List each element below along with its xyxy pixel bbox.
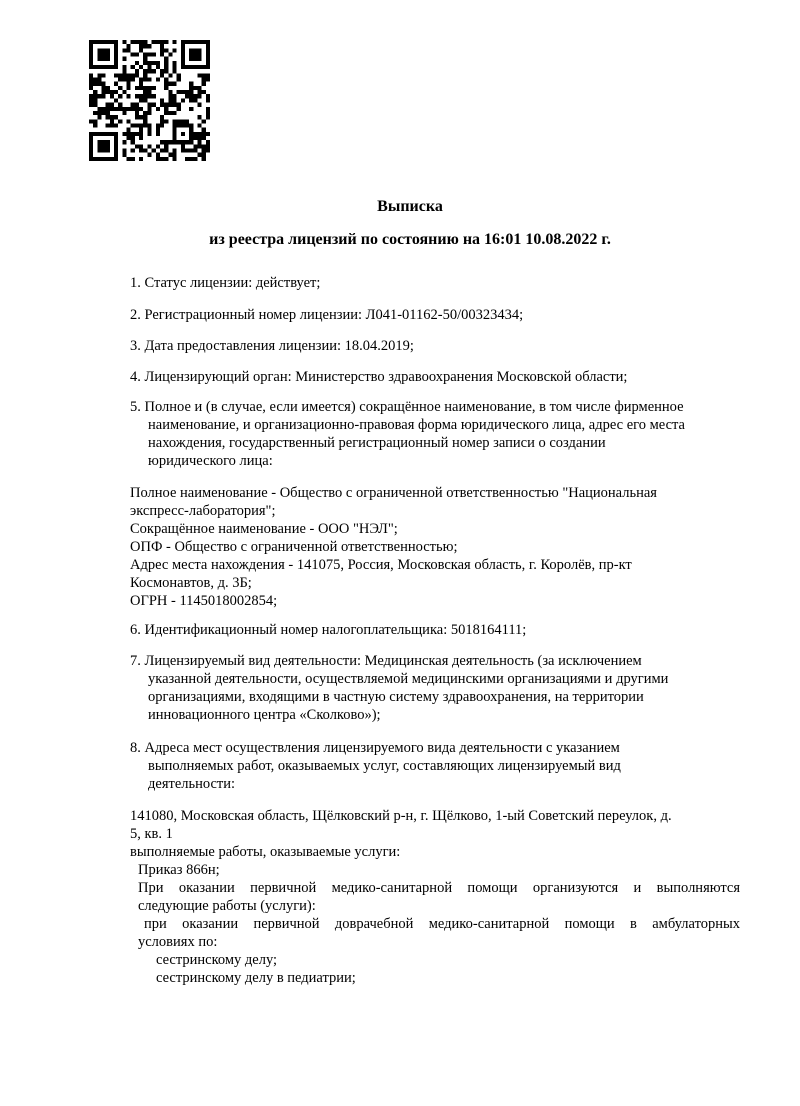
- list-item-text: 2. Регистрационный номер лицензии: Л041-01162-50/00323434;: [130, 307, 524, 323]
- document-title: Выписка: [377, 198, 443, 215]
- place-address-cont: 5, кв. 1: [130, 826, 173, 842]
- org-ogrn: ОГРН - 1145018002854;: [130, 593, 278, 609]
- org-address-cont: Космонавтов, д. 3Б;: [130, 575, 252, 591]
- place-of-activity: [130, 807, 740, 987]
- list-item-text: наименование, и организационно-правовая форма юридического лица, адрес его места: [148, 417, 685, 433]
- list-item-text: нахождения, государственный регистрационный номер записи о создании: [148, 435, 606, 451]
- list-item-status: [130, 274, 740, 292]
- list-item-text: 6. Идентификационный номер налогоплательщика: 5018164111;: [130, 622, 527, 638]
- list-item-text: указанной деятельности, осуществляемой медицинскими организациями и другими: [148, 671, 669, 687]
- prehospital-care-text: при оказании первичной доврачебной медико-санитарной помощи в амбулаторных: [144, 916, 740, 932]
- service-item: сестринскому делу в педиатрии;: [156, 970, 356, 986]
- org-details: [130, 484, 740, 610]
- list-item-text: 1. Статус лицензии: действует;: [130, 275, 321, 291]
- list-item-text: организациями, входящими в частную систему здравоохранения, на территории: [148, 689, 644, 705]
- org-full-name: Полное наименование - Общество с ограниченной ответственностью "Национальная: [130, 485, 657, 501]
- list-item-text: 8. Адреса мест осуществления лицензируемого вида деятельности с указанием: [130, 740, 620, 756]
- list-item-text: инновационного центра «Сколково»);: [148, 707, 381, 723]
- list-item-date: [130, 337, 740, 355]
- list-item-activity: [130, 652, 740, 724]
- list-item-authority: [130, 368, 740, 386]
- qr-code-image: [89, 40, 210, 161]
- list-item-text: выполняемых работ, оказываемых услуг, составляющих лицензируемый вид: [148, 758, 621, 774]
- org-full-name-cont: экспресс-лаборатория";: [130, 503, 276, 519]
- order-reference: Приказ 866н;: [138, 862, 220, 878]
- list-item-inn: [130, 621, 740, 639]
- list-item-text: юридического лица:: [148, 453, 273, 469]
- prehospital-care-text-cont: условиях по:: [138, 934, 218, 950]
- org-opf: ОПФ - Общество с ограниченной ответственностью;: [130, 539, 458, 555]
- list-item-text: 5. Полное и (в случае, если имеется) сокращённое наименование, в том числе фирменное: [130, 399, 684, 415]
- works-label: выполняемые работы, оказываемые услуги:: [130, 844, 401, 860]
- org-address: Адрес места нахождения - 141075, Россия, Московская область, г. Королёв, пр-кт: [130, 557, 632, 573]
- document-subtitle: из реестра лицензий по состоянию на 16:01 10.08.2022 г.: [209, 231, 611, 248]
- place-address: 141080, Московская область, Щёлковский р-н, г. Щёлково, 1-ый Советский переулок, д.: [130, 808, 672, 824]
- list-item-org-name: [130, 398, 740, 470]
- list-item-reg-number: [130, 306, 740, 324]
- primary-care-text-cont: следующие работы (услуги):: [138, 898, 316, 914]
- list-item-text: 3. Дата предоставления лицензии: 18.04.2019;: [130, 338, 414, 354]
- primary-care-text: При оказании первичной медико-санитарной помощи организуются и выполняются: [138, 880, 740, 896]
- list-item-text: 4. Лицензирующий орган: Министерство здравоохранения Московской области;: [130, 369, 628, 385]
- org-short-name: Сокращённое наименование - ООО "НЭЛ";: [130, 521, 398, 537]
- list-item-text: деятельности:: [148, 776, 236, 792]
- list-item-addresses: [130, 739, 740, 793]
- list-item-text: 7. Лицензируемый вид деятельности: Медицинская деятельность (за исключением: [130, 653, 642, 669]
- service-item: сестринскому делу;: [156, 952, 278, 968]
